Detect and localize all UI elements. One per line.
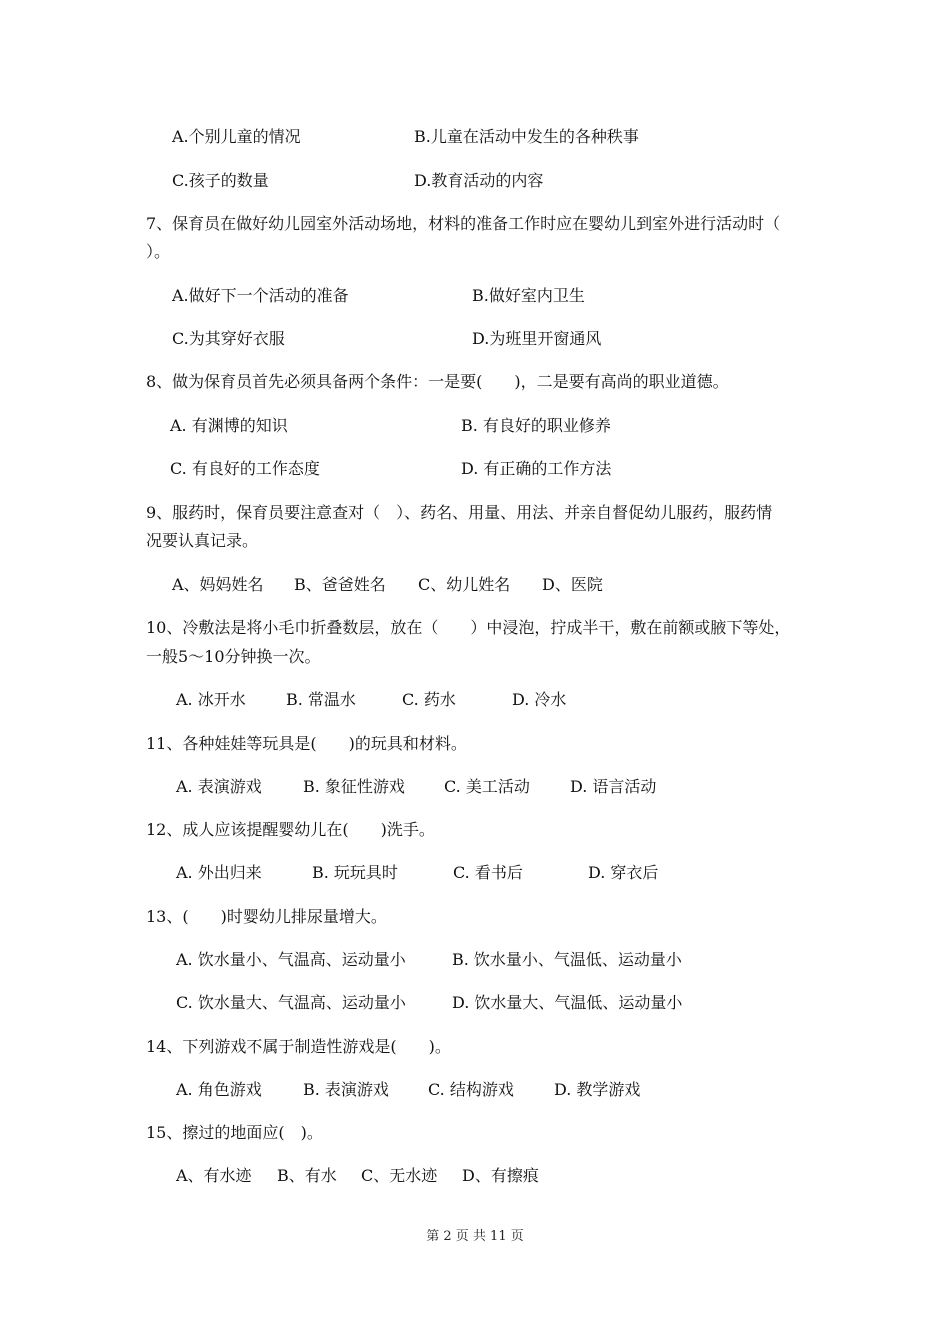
q8-option-b: B. 有良好的职业修养: [461, 416, 611, 435]
q14-option-a: A. 角色游戏: [176, 1080, 262, 1099]
q12-option-a: A. 外出归来: [176, 863, 262, 882]
q8-option-c: C. 有良好的工作态度: [170, 459, 320, 478]
q15-option-d: D、有擦痕: [462, 1166, 539, 1185]
q12-option-b: B. 玩玩具时: [312, 863, 398, 882]
q8-option-a: A. 有渊博的知识: [170, 416, 288, 435]
q13-option-c: C. 饮水量大、气温高、运动量小: [176, 993, 406, 1012]
q9-option-a: A、妈妈姓名: [172, 575, 264, 594]
q6-option-b: B.儿童在活动中发生的各种秩事: [414, 127, 639, 146]
q9-option-d: D、医院: [542, 575, 603, 594]
q11-text: 11、各种娃娃等玩具是( )的玩具和材料。: [146, 734, 467, 753]
q12-text: 12、成人应该提醒婴幼儿在( )洗手。: [146, 820, 435, 839]
q12-option-c: C. 看书后: [453, 863, 523, 882]
q13-text: 13、( )时婴幼儿排尿量增大。: [146, 907, 387, 926]
q15-option-c: C、无水迹: [361, 1166, 438, 1185]
q9-text-line1: 9、服药时，保育员要注意查对（ ）、药名、用量、用法、并亲自督促幼儿服药，服药情: [146, 503, 773, 522]
q9-option-b: B、爸爸姓名: [294, 575, 386, 594]
q11-option-d: D. 语言活动: [570, 777, 657, 796]
q9-text-line2: 况要认真记录。: [146, 531, 259, 550]
page-number-footer: 第 2 页 共 11 页: [426, 1229, 524, 1244]
q11-option-a: A. 表演游戏: [176, 777, 262, 796]
q7-text-line2: ）。: [146, 242, 171, 261]
q12-option-d: D. 穿衣后: [588, 863, 659, 882]
q14-option-b: B. 表演游戏: [303, 1080, 389, 1099]
q7-option-b: B.做好室内卫生: [472, 286, 585, 305]
q14-option-d: D. 教学游戏: [554, 1080, 641, 1099]
q9-option-c: C、幼儿姓名: [418, 575, 511, 594]
q11-option-b: B. 象征性游戏: [303, 777, 405, 796]
q8-text: 8、做为保育员首先必须具备两个条件：一是要( )，二是要有高尚的职业道德。: [146, 372, 729, 391]
q10-option-d: D. 冷水: [512, 690, 567, 709]
q13-option-a: A. 饮水量小、气温高、运动量小: [176, 950, 406, 969]
q13-option-d: D. 饮水量大、气温低、运动量小: [452, 993, 683, 1012]
q7-option-c: C.为其穿好衣服: [172, 329, 285, 348]
q15-option-b: B、有水: [277, 1166, 337, 1185]
q14-text: 14、下列游戏不属于制造性游戏是( )。: [146, 1037, 451, 1056]
q10-option-b: B. 常温水: [286, 690, 356, 709]
q10-text-line2: 一般5～10分钟换一次。: [146, 647, 321, 666]
q6-option-a: A.个别儿童的情况: [172, 127, 301, 146]
q7-option-a: A.做好下一个活动的准备: [172, 286, 349, 305]
q6-option-d: D.教育活动的内容: [414, 171, 544, 190]
q15-text: 15、擦过的地面应( )。: [146, 1123, 323, 1142]
q10-text-line1: 10、冷敷法是将小毛巾折叠数层，放在（ ）中浸泡，拧成半干，敷在前额或腋下等处，: [146, 618, 791, 637]
q11-option-c: C. 美工活动: [444, 777, 530, 796]
q13-option-b: B. 饮水量小、气温低、运动量小: [452, 950, 682, 969]
q10-option-c: C. 药水: [402, 690, 456, 709]
q8-option-d: D. 有正确的工作方法: [461, 459, 612, 478]
q7-option-d: D.为班里开窗通风: [472, 329, 602, 348]
q14-option-c: C. 结构游戏: [428, 1080, 514, 1099]
q10-option-a: A. 冰开水: [176, 690, 246, 709]
q7-text-line1: 7、保育员在做好幼儿园室外活动场地，材料的准备工作时应在婴幼儿到室外进行活动时（: [146, 214, 781, 233]
q15-option-a: A、有水迹: [176, 1166, 252, 1185]
q6-option-c: C.孩子的数量: [172, 171, 269, 190]
